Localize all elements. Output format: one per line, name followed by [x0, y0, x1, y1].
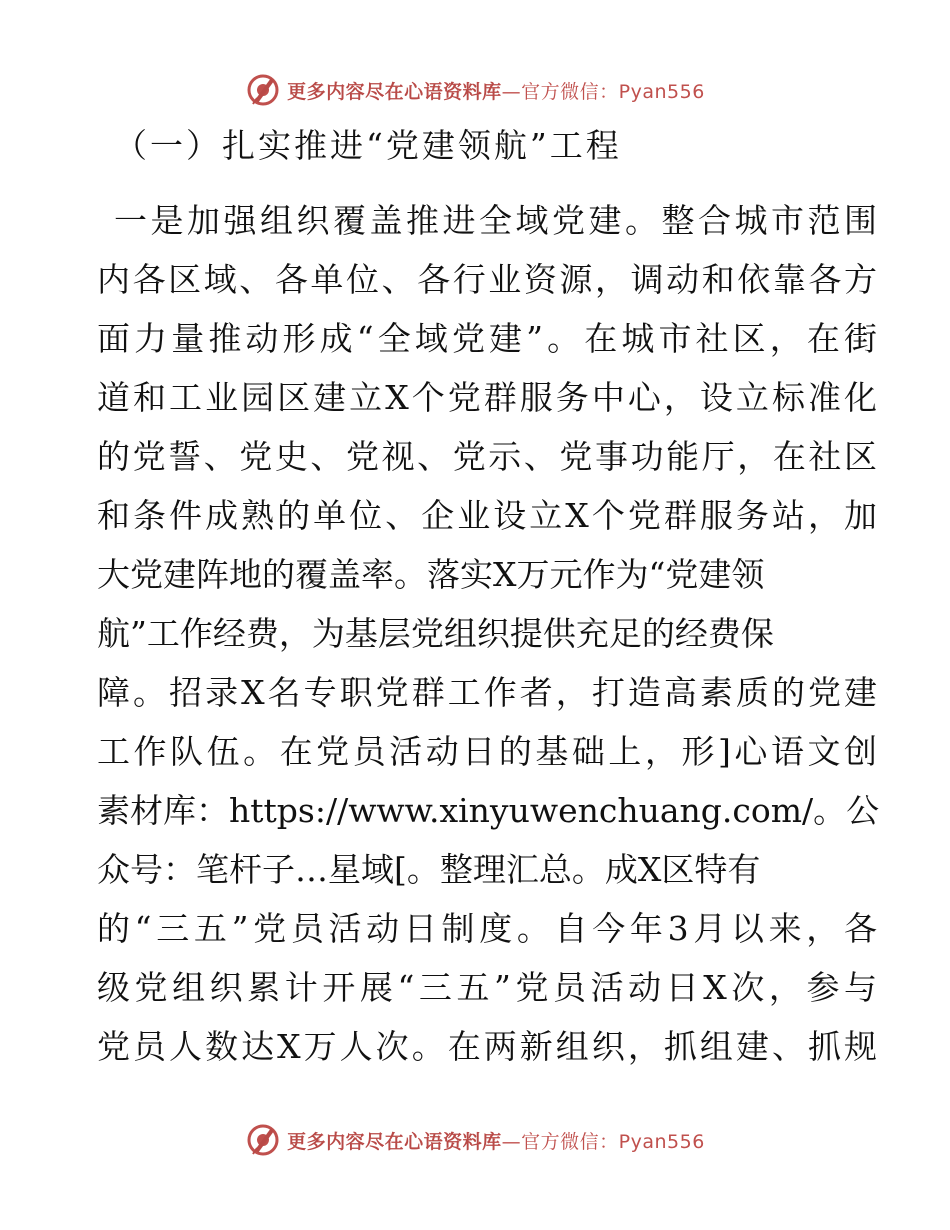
body-line: 一是加强组织覆盖推进全域党建。整合城市范围	[114, 201, 877, 240]
body-line: 和条件成熟的单位、企业设立X个党群服务站，加	[97, 496, 877, 535]
quill-circle-icon	[245, 1122, 281, 1158]
watermark-banner-bottom	[0, 1118, 950, 1162]
body-line: 众号：笔杆子…星域[。整理汇总。成X区特有	[97, 850, 761, 889]
body-line: 的“三五”党员活动日制度。自今年3月以来，各	[97, 909, 877, 948]
body-line: 的党誓、党史、党视、党示、党事功能厅，在社区	[97, 437, 877, 476]
body-line: 级党组织累计开展“三五”党员活动日X次，参与	[97, 968, 878, 1007]
body-line: 素材库：https://www.xinyuwenchuang.com/。公	[97, 791, 880, 830]
watermark-lead: 更多内容尽在心语资料库	[287, 80, 502, 103]
watermark-rest: —官方微信：Pyan556	[501, 1130, 705, 1153]
body-line: 面力量推动形成“全域党建”。在城市社区，在街	[97, 319, 877, 358]
body-line: 大党建阵地的覆盖率。落实X万元作为“党建领	[97, 555, 765, 594]
watermark-text	[287, 77, 705, 104]
body-text	[97, 191, 880, 1076]
quill-circle-icon	[245, 72, 281, 108]
body-line: 航”工作经费，为基层党组织提供充足的经费保	[97, 614, 774, 653]
watermark-banner-top	[0, 68, 950, 112]
body-line: 党员人数达X万人次。在两新组织，抓组建、抓规	[97, 1027, 877, 1066]
watermark-lead: 更多内容尽在心语资料库	[287, 1130, 502, 1153]
body-line: 工作队伍。在党员活动日的基础上，形]心语文创	[97, 732, 877, 771]
body-line: 障。招录X名专职党群工作者，打造高素质的党建	[97, 673, 877, 712]
section-title: （一）扎实推进“党建领航”工程	[114, 126, 622, 165]
body-line: 道和工业园区建立X个党群服务中心，设立标准化	[97, 378, 877, 417]
watermark-rest: —官方微信：Pyan556	[501, 80, 705, 103]
watermark-text	[287, 1127, 705, 1154]
body-line: 内各区域、各单位、各行业资源，调动和依靠各方	[97, 260, 877, 299]
